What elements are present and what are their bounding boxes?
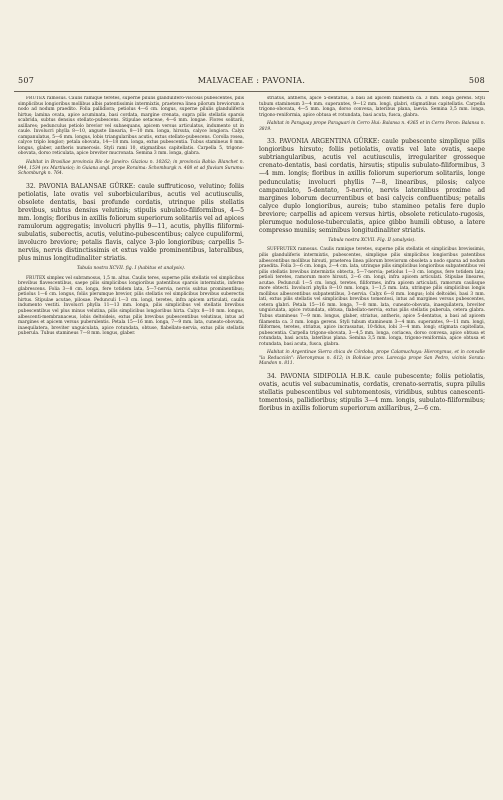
description-paragraph: FRUTEX ramosus. Caulis ramique teretes, superne pilulis glandulifero-viscosis pubescentes, pilis simplicibus longioribus mollibus albis patentissimis intermixtis, praeterea linea pilorum breviorum a nodo ad nodum praedito. Folia pallidiora; petiolus 4—6 cm. longus, superne pilulis glanduliferis hirtus; lamina ovata, apice acuminata, basi cordata, margine crenata, supra pilis stellatis sparsis scabrida, subtus densius stellato-pubescens. Stipulae setaceae, 4—6 mm. longae. Flores solitarii, axillares; pedunculus petiolo brevior vel subaequans, apicem versus articulatus, indumento ut in caule. Involucri phylla 8—10, anguste linearia, 8—10 mm. longa, hirsuta, calyce longiora. Calyx campanulatus, 5—6 mm. longus, lobis triangularibus acutis, extus stellato-pubescens. Corolla rosea, calyce triplo longior; petala obovata, 14—18 mm. longa, extus pubescentia. Tubus stamineus 8 mm. longus, glaber, antheris numerosis. Styli rami 10, stigmatibus capitellatis. Carpella 5, trigono-obovata, dorso reticulata, apice breviter mucronata. Semina 3 mm. longa, glabra. xyxy=(18,96,244,157)
species-diagnosis: 32. PAVONIA BALANSAE GÜRKE: caule suffruticoso, velutino; foliis petiolatis, late ovatis vel suborbicularibus, acutis vel acutiusculis, obsolete dentatis, basi profunde cordatis, utrinque pilis stellatis brevibus, subtus densius velutinis; stipulis subulato-filiformibus, 4—5 mm. longis; floribus in axillis foliorum superiorum solitariis vel ad apices ramulorum aggregatis; involucri phyllis 9—11, acutis, phyllis filiformi-subulatis, suberectis, acutis, velutino-pubescentibus; calyce cupuliformi, involucro breviore; petalis flavis, calyce 3-plo longioribus; carpellis 5-nerviis, nervis distinctissimis et extus valde prominentibus, lateralibus, plus minus longitudinaliter striatis. xyxy=(18,182,244,263)
running-title: MALVACEAE : PAVONIA. xyxy=(197,76,306,85)
species-diagnosis: 33. PAVONIA ARGENTINA GÜRKE: caule pubescente simplique pilis longioribus hirsuto; foliis petiolatis, ovatis vel late ovatis, saepe subtriangularibus, acutis vel acutiusculis, irregulariter grosseque crenato-dentatis, basi cordatis, hirsutis; stipulis subulato-filiformibus, 3—4 mm. longis; floribus in axillis foliorum superiorum solitariis, longe pedunculatis; involucri phyllis 7—8, linearibus, pilosis; calyce campanulato, 5-dentato, 5-nervio, nervis lateralibus proxime ad margines loborum decurrentibus et basi calycis confluentibus; petalis calyce duplo longioribus, aureis; tubo stamineo petalis fere duplo breviore; carpellis ad apicem versus hirtis, obsolete reticulato-rugosis, plerumque nodulose-tuberculatis, apice gibbo humili obtuso, a latere compresso muniis; seminibus longitudinaliter striatis. xyxy=(259,138,485,234)
plate-reference: Tabula nostra XCVII. Fig. II (analysis). xyxy=(328,237,416,243)
plate-reference: Tabula nostra XCVII. fig. I (habitus et analysis). xyxy=(76,266,186,272)
species-diagnosis: 34. PAVONIA SIDIFOLIA H.B.K. caule pubescente; foliis petiolatis, ovatis, acutis vel subacuminatis, cordatis, crenato-serratis, supra pilulis stellatis pubescentibus vel subtomentosis, viridibus, subtus canescenti-tomentosis, pallidioribus; stipulis 3—4 mm. longis, subulato-filiformibus; floribus in axillis foliorum superiorum axillaribus, 2—6 cm. xyxy=(259,372,485,413)
habitat-citation: Habitat in Brasiliae provincia Rio de Janeiro: Glaziou n. 10262; in provincia Bahia: Blanchet n. 944, 1534 (ex Martiusio); in Guiana angl. prope Roraima: Schomburgk n. 408 et ad fluvium Surumu: Schomburgk n. 764. xyxy=(18,160,244,177)
description-paragraph: striatus, antheris, apice 5-dentatus, a basi ad apicem filamenta ca. 3 mm. longa gerens. Styli tubum stamineum 3—4 mm. superantes, 9—12 mm. longi, glabri, stigmatibus capitellatis. Carpella trigono-obovata, 4—5 mm. longa, dorso convexa, lateribus plana, laevia. Semina 3,5 mm. longa, trigono-reniformia, apice obtusa et rotundata, basi acuta, fusca, glabra. xyxy=(259,96,485,118)
habitat-citation: Habitat in Paraguay prope Paraguari in Cerro Hui: Balansa n. 4365 et in Cerro Peron: Balansa n. 3819. xyxy=(259,121,485,132)
description-paragraph: FRUTEX simplex vel subramosus, 1,5 m. altus. Caulis teres, superne pilis stellatis vel simplicibus brevibus flavescentibus, saepe pilis simplicibus longioribus patentibus sparsis intermixtis, inferne glabrescens. Folia 3—8 cm. longa, fere totidem lata, 5—7-nervia, nervis subtus prominentibus; petiolus 1—6 cm. longus, foliis plerumque brevior, pilis stellatis vel simplicibus brevibus suberectis hirtus. Stipulae acutae, pilosae. Pedunculi 1—3 cm. longi, teretes, infra apicem articulati, caulis indumento vestiti. Involucri phylla 11—13 mm. longa, pilis simplicibus vel stellatis brevibus pubescentibus vel plus minus velutina, pilis simplicibus longioribus hirta. Calyx 8—10 mm. longus, albescenti-membranaceus, lobis deltoideis, extus pilis brevibus pubescentibus velutinus, intus ad margines et apicem versus puberulentis. Petala 15—16 mm. longa, 7—9 mm. lata, cuneato-obovata, inaequilatera, breviter unguiculata, apice rotundata, obtuse, flabellato-nervia, extus pilis stellatis puberula. Tubus stamineus 7—8 mm. longus, glaber. xyxy=(18,275,244,337)
page-number-right: 508 xyxy=(468,76,485,85)
habitat-citation: Habitat in Argentinae Sierra chica de Córdoba, prope Calamuchuya: Hieronymus, et in convalle "la Reducción": Hieronymus n. 612; in Boliviae prov. Larecaja prope San Pedro, vicinis Sorata: Mandon n. 811. xyxy=(259,350,485,367)
description-paragraph: SUFFRUTEX ramosus. Caulis ramique teretes, superne pilis stellatis et simplicibus brevissimis, pilis glanduliferis intermixtis, pubescentes, simplique pilis simplicibus longioribus patentibus albescentibus mollibus hirsuti, praeterea linea pilorum breviorum obsoleta a nodo sparsa ad nodum praedita. Folia 3—6 cm. longa, 2—4 cm. lata, utrinque pilis simplicibus longioribus subpatentibus vel pilis stellatis brevibus intermixtis obtecta, 5—7-nervia; petiolus 1—3 cm. longus, fere totidem lata; petioli teretes, ramorum more hirsuti, 2—6 cm. longi, infra apicem articulati. Stipulae lineares, acutae. Pedunculi 1—5 cm. longi, teretes, filiformes, infra apicem articulati, ramorum caulisque more obtecti. Involucri phylla 8—10 mm. longa, 1—1,5 mm. lata, utrinque pilis simplicibus longis mollibus albescentibus subpatentibus, 3-nervia. Calyx 6—8 mm. longus; lobi deltoidei, basi 3 mm. lati, extus pilis stellatis vel simplicibus brevibus tomentosi, intus ad margines versus pubescentes, cetera glabri. Petala 15—16 mm. longa, 7—8 mm. lata, cuneato-obovata, inaequilatera, breviter unguiculata, apice rotundata, obtusa, flabellato-nervia, extus pilis stellatis puberula, cetera glabra. Tubus stamineus 7—9 mm. longus, glaber, striatus, antheris, apice 5-dentatus, a basi ad apicem filamenta ca. 3 mm. longa gerens. Styli tubum stamineum 3—4 mm. superantes, 9—11 mm. longi, filiformes, teretes, striatus, apice incrassatus, 10-fidus, lobi 3—4 mm. longi; stigmata capitellata, pubescentia. Carpella trigono-obovata, 3—4,5 mm. longa, coriacea, dorso convexa, apice obtusa et rotundata, basi acuta, lateribus plana. Semina 3,5 mm. longa, trigono-reniformia, apice obtusa et rotundata, basi acuta, fusca, glabra. xyxy=(259,247,485,347)
left-column xyxy=(18,96,244,786)
page-number-left: 507 xyxy=(18,76,35,85)
page-header xyxy=(14,76,489,88)
header-rule xyxy=(14,91,489,92)
right-column xyxy=(259,96,485,786)
